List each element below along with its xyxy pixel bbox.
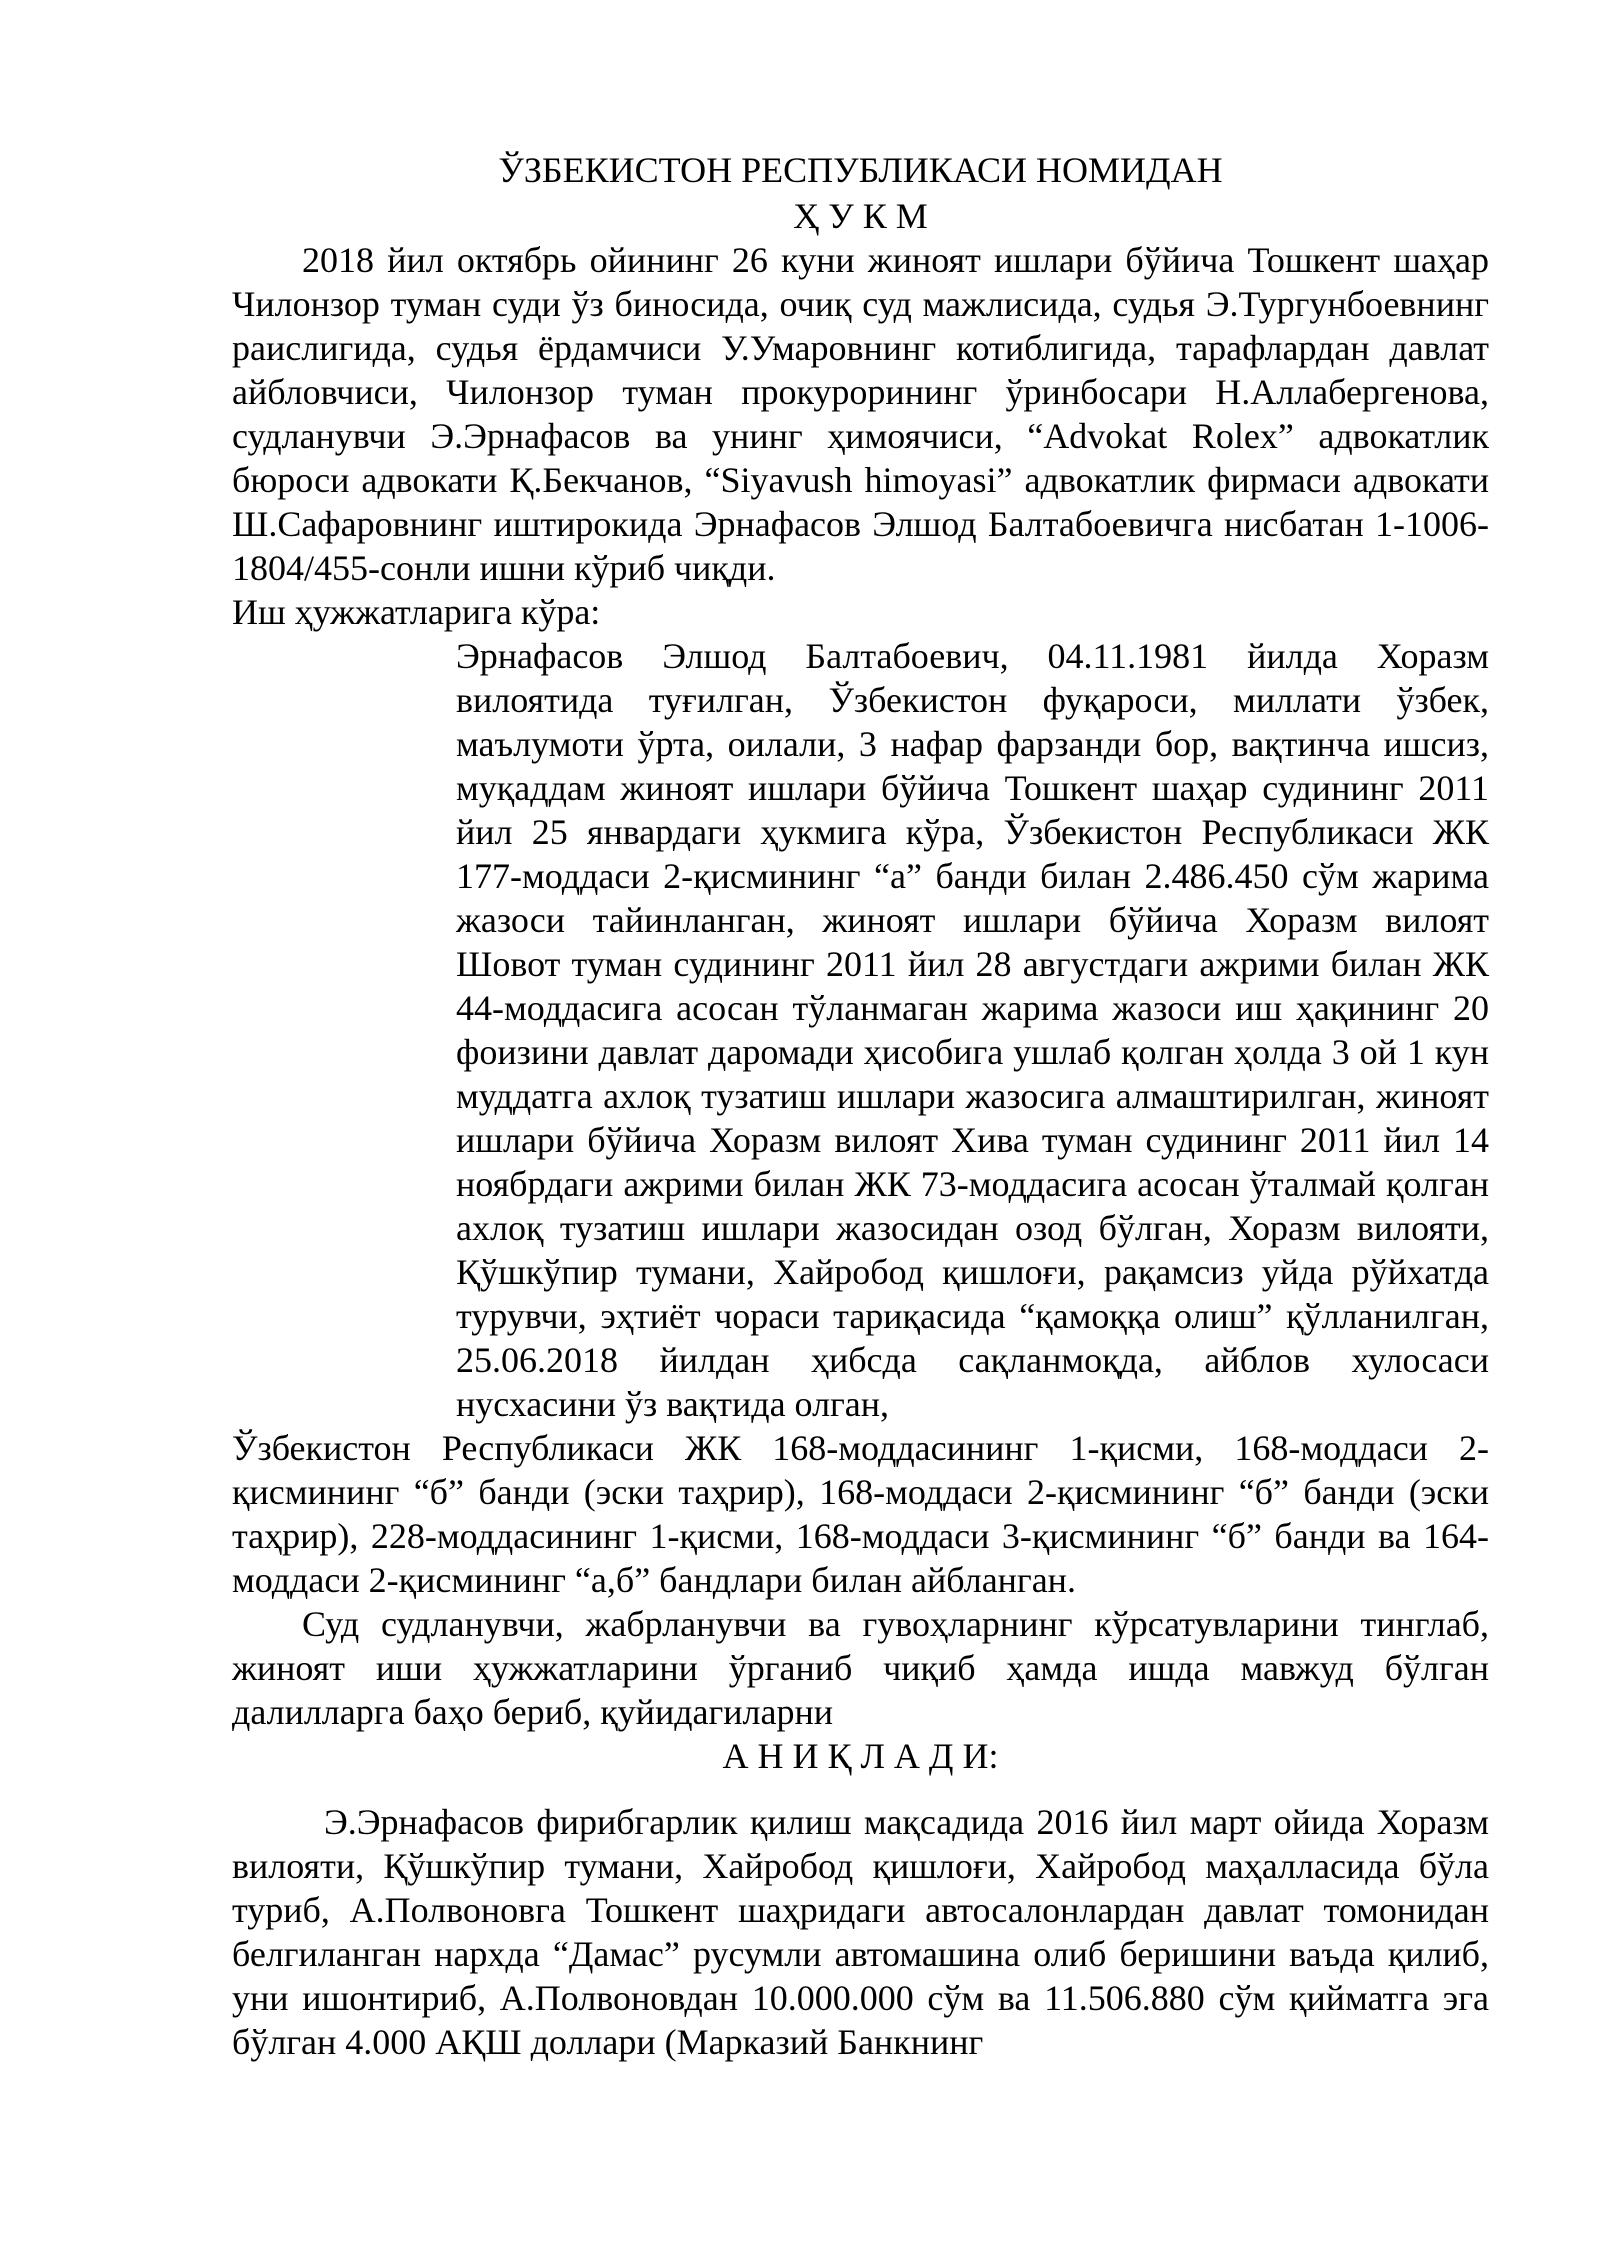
- court-paragraph: Суд судланувчи, жабрланувчи ва гувоҳларнинг кўрсатувларини тинглаб, жиноят иши ҳужжатларини ўрганиб чиқиб ҳамда ишда мавжуд бўлган далилларга баҳо бериб, қуйидагиларни: [232, 1604, 1489, 1732]
- established-heading: А Н И Қ Л А Д И:: [722, 1736, 999, 1776]
- intro-paragraph: 2018 йил октябрь ойининг 26 куни жиноят ишлари бўйича Тошкент шаҳар Чилонзор туман суди ўз биносида, очиқ суд мажлисида, судья Э.Тургунбоевнинг раислигида, судья ёрдамчиси У.Умаровнинг котиблигида, тарафлардан давлат айбловчиси, Чилонзор туман прокурорининг ўринбосари Н.Аллабергенова, судланувчи Э.Эрнафасов ва унинг ҳимоячиси, “Advokat Rolex” адвокатлик бюроси адвокати Қ.Бекчанов, “Siyavush himoyasi” адвокатлик фирмаси адвокати Ш.Сафаровнинг иштирокида Эрнафасов Элшод Балтабоевичга нисбатан 1-1006-1804/455-сонли ишни кўриб чиқди.: [232, 240, 1489, 588]
- facts-paragraph: Э.Эрнафасов фирибгарлик қилиш мақсадида 2016 йил март ойида Хоразм вилояти, Қўшкўпир тумани, Хайробод қишлоғи, Хайробод маҳалласида бўла туриб, А.Полвоновга Тошкент шаҳридаги автосалонлардан давлат томонидан белгиланган нархда “Дамас” русумли автомашина олиб беришини ваъда қилиб, уни ишонтириб, А.Полвоновдан 10.000.000 сўм ва 11.506.880 сўм қийматга эга бўлган 4.000 АҚШ доллари (Марказий Банкнинг: [232, 1802, 1489, 2062]
- docs-label: Иш ҳужжатларига кўра:: [232, 592, 601, 632]
- document-title: Ҳ У К М: [793, 196, 928, 236]
- defendant-paragraph: Эрнафасов Элшод Балтабоевич, 04.11.1981 йилда Хоразм вилоятида туғилган, Ўзбекистон фуқароси, миллати ўзбек, маълумоти ўрта, оилали, 3 нафар фарзанди бор, вақтинча ишсиз, муқаддам жиноят ишлари бўйича Тошкент шаҳар судининг 2011 йил 25 январдаги ҳукмига кўра, Ўзбекистон Республикаси ЖК 177-моддаси 2-қисмининг “а” банди билан 2.486.450 сўм жарима жазоси тайинланган, жиноят ишлари бўйича Хоразм вилоят Шовот туман судининг 2011 йил 28 августдаги ажрими билан ЖК 44-моддасига асосан тўланмаган жарима жазоси иш ҳақининг 20 фоизини давлат даромади ҳисобига ушлаб қолган ҳолда 3 ой 1 кун муддатга ахлоқ тузатиш ишлари жазосига алмаштирилган, жиноят ишлари бўйича Хоразм вилоят Хива туман судининг 2011 йил 14 ноябрдаги ажрими билан ЖК 73-моддасига асосан ўталмай қолган ахлоқ тузатиш ишлари жазосидан озод бўлган, Хоразм вилояти, Қўшкўпир тумани, Хайробод қишлоғи, рақамсиз уйда рўйхатда турувчи, эҳтиёт чораси тариқасида “қамоққа олиш” қўлланилган, 25.06.2018 йилдан ҳибсда сақланмоқда, айблов хулосаси нусхасини ўз вақтида олган,: [456, 636, 1489, 1424]
- document-header: ЎЗБЕКИСТОН РЕСПУБЛИКАСИ НОМИДАН: [498, 150, 1223, 190]
- charges-paragraph: Ўзбекистон Республикаси ЖК 168-моддасининг 1-қисми, 168-моддаси 2-қисмининг “б” банди (эски таҳрир), 168-моддаси 2-қисмининг “б” банди (эски таҳрир), 228-моддасининг 1-қисми, 168-моддаси 3-қисмининг “б” банди ва 164-моддаси 2-қисмининг “а,б” бандлари билан айбланган.: [232, 1428, 1489, 1600]
- document-body: [232, 148, 1489, 2064]
